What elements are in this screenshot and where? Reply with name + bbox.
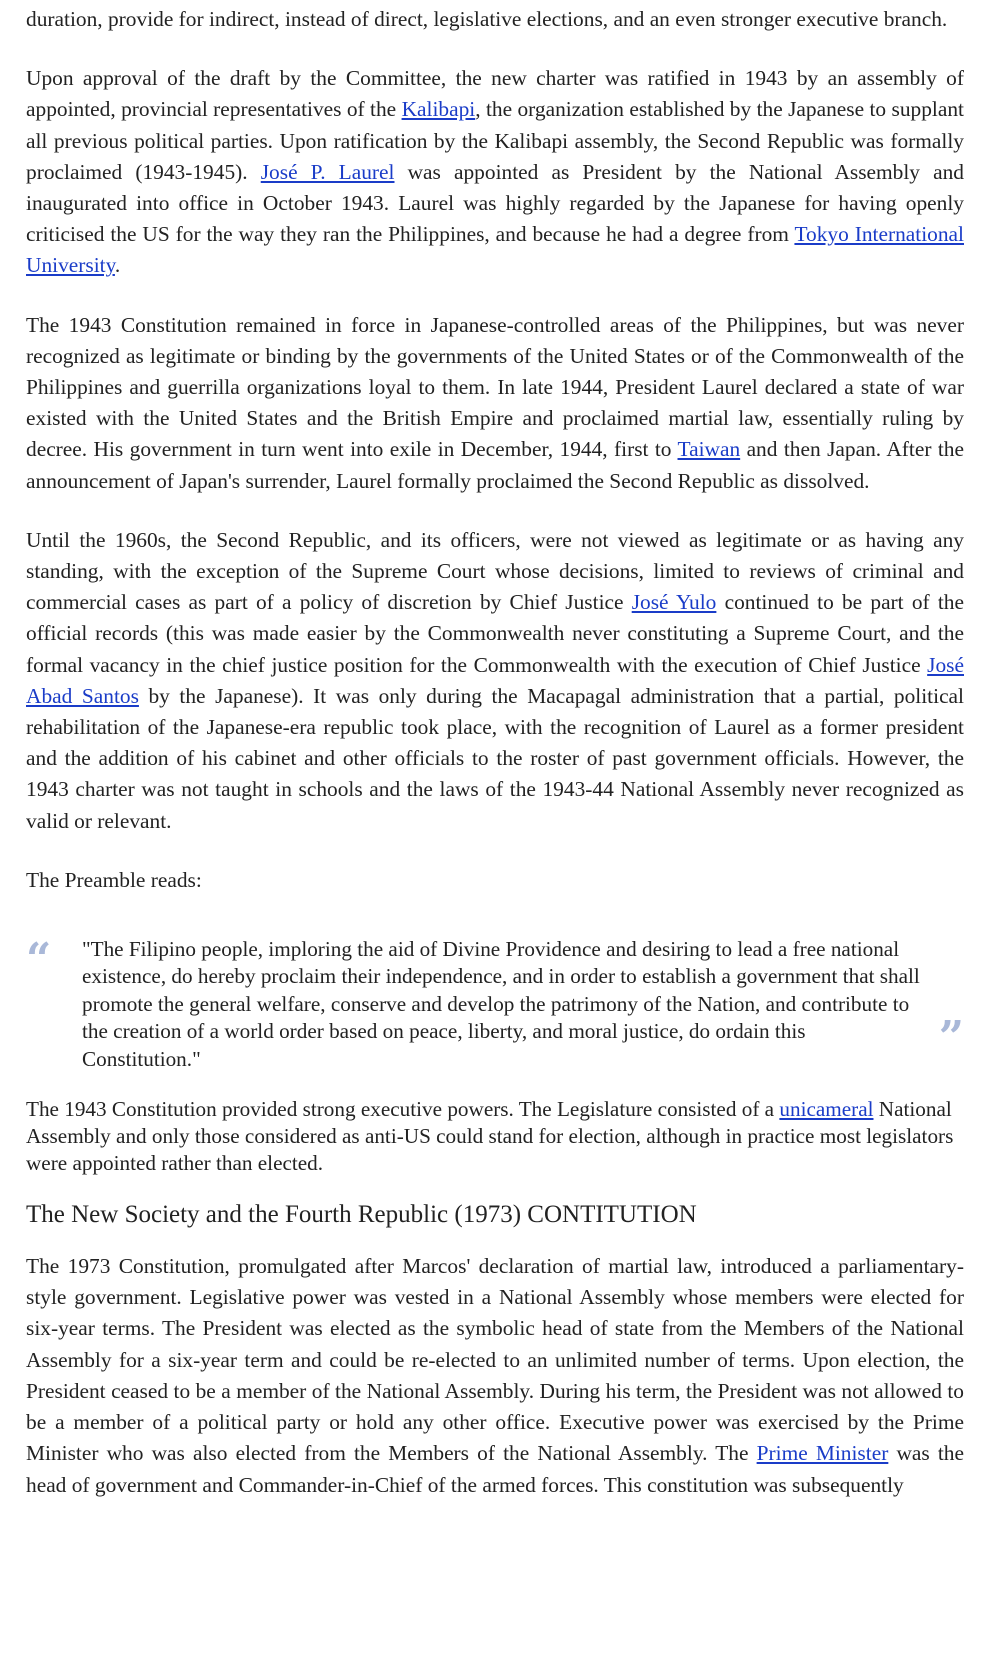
paragraph-text: was the head of government and Commander-in-Chief of the armed forces. This constitution was subsequently xyxy=(26,1441,964,1497)
paragraph-text: duration, provide for indirect, instead of direct, legislative elections, and an even stronger executive branch. xyxy=(26,7,948,31)
document-page xyxy=(26,4,964,1501)
section-heading: The New Society and the Fourth Republic (1973) CONTITUTION xyxy=(26,1201,697,1229)
preamble-quote-text: "The Filipino people, imploring the aid of Divine Providence and desiring to lead a free national existence, do hereby proclaim their independence, and in order to establish a government that shall promote the general welfare, conserve and develop the patrimony of the Nation, and contribute to the creation of a world order based on peace, liberty, and moral justice, do ordain this Constitution." xyxy=(82,937,920,1071)
link-taiwan[interactable]: Taiwan xyxy=(677,437,741,462)
link-jose-yulo[interactable]: José Yulo xyxy=(631,590,717,615)
heading-gap xyxy=(26,1231,964,1251)
paragraph-text: The Preamble reads: xyxy=(26,867,202,892)
link-jose-abad-santos[interactable]: José Abad Santos xyxy=(26,652,964,708)
paragraph-text: The 1973 Constitution, promulgated after Marcos' declaration of martial law, introduced a parliamentary-style government. Legislative power was vested in a National Assembly whose members were elected for six-year terms. The President was elected as the symbolic head of state from the Members of the National Assembly for a six-year term and could be re-elected to an unlimited number of terms. Upon election, the President ceased to be a member of the National Assembly. During his term, the President was not allowed to be a member of a political party or hold any other office. Executive power was exercised by the Prime Minister who was also elected from the Members of the National Assembly. The xyxy=(26,1254,964,1466)
paragraph-text: Upon approval of the draft by the Committee, the new charter was ratified in 1943 by an assembly of appointed, provincial representatives of the xyxy=(26,66,964,122)
paragraph-gap xyxy=(26,497,964,525)
paragraph-executive-powers xyxy=(26,1096,964,1177)
paragraph-gap xyxy=(26,35,964,63)
paragraph-text: was appointed as President by the National Assembly and inaugurated into office in October 1943. Laurel was highly regarded by the Japanese for having openly criticised the US for the way they ran the Philippines, and because he had a degree from xyxy=(26,159,964,247)
paragraph-executive-branch xyxy=(26,4,964,35)
preamble-blockquote xyxy=(26,936,964,1096)
close-quote-icon: ” xyxy=(938,1012,964,1064)
link-tokyo-international-university[interactable]: Tokyo International University xyxy=(26,222,964,278)
link-prime-minister[interactable]: Prime Minister xyxy=(756,1441,889,1466)
paragraph-text: The 1943 Constitution remained in force in Japanese-controlled areas of the Philippines, but was never recognized as legitimate or binding by the governments of the United States or of the Commonwealth of the Philippines and guerrilla organizations loyal to them. In late 1944, President Laurel declared a state of war existed with the United States and the British Empire and proclaimed martial law, essentially ruling by decree. His government in turn went into exile in December, 1944, first to xyxy=(26,312,964,462)
paragraph-text: The 1943 Constitution provided strong executive powers. The Legislature consisted of a xyxy=(26,1097,780,1122)
link-kalibapi[interactable]: Kalibapi xyxy=(401,97,476,122)
paragraph-text: , the organization established by the Japanese to supplant all previous political parties. Upon ratification by the Kalibapi assembly, the Second Republic was formally proclaimed (1943-1945). xyxy=(26,97,964,184)
paragraph-until-1960s xyxy=(26,525,964,837)
heading-gap xyxy=(26,1177,964,1199)
paragraph-gap xyxy=(26,282,964,310)
paragraph-preamble-intro xyxy=(26,865,964,896)
paragraph-text: and then Japan. After the announcement of Japan's surrender, Laurel formally proclaimed the Second Republic as dissolved. xyxy=(26,437,964,493)
paragraph-text: Until the 1960s, the Second Republic, and its officers, were not viewed as legitimate or as having any standing, with the exception of the Supreme Court whose decisions, limited to reviews of criminal and commercial cases as part of a policy of discretion by Chief Justice xyxy=(26,527,964,615)
link-unicameral[interactable]: unicameral xyxy=(779,1097,874,1122)
paragraph-1943-constitution-force xyxy=(26,310,964,497)
paragraph-ratification xyxy=(26,63,964,281)
link-jose-p-laurel[interactable]: José P. Laurel xyxy=(260,159,395,184)
paragraph-text: National Assembly and only those considered as anti-US could stand for election, although in practice most legislators were appointed rather than elected. xyxy=(26,1097,954,1176)
open-quote-icon: “ xyxy=(26,934,52,986)
paragraph-text: . xyxy=(114,253,121,278)
paragraph-1973-constitution xyxy=(26,1251,964,1501)
paragraph-text: continued to be part of the official records (this was made easier by the Commonwealth never constituting a Supreme Court, and the formal vacancy in the chief justice position for the Commonwealth with the execution of Chief Justice xyxy=(26,590,964,677)
paragraph-gap xyxy=(26,837,964,865)
paragraph-text: by the Japanese). It was only during the Macapagal administration that a partial, political rehabilitation of the Japanese-era republic took place, with the recognition of Laurel as a former president and the addition of his cabinet and other officials to the roster of past government officials. However, the 1943 charter was not taught in schools and the laws of the 1943-44 National Assembly never recognized as valid or relevant. xyxy=(26,683,964,833)
